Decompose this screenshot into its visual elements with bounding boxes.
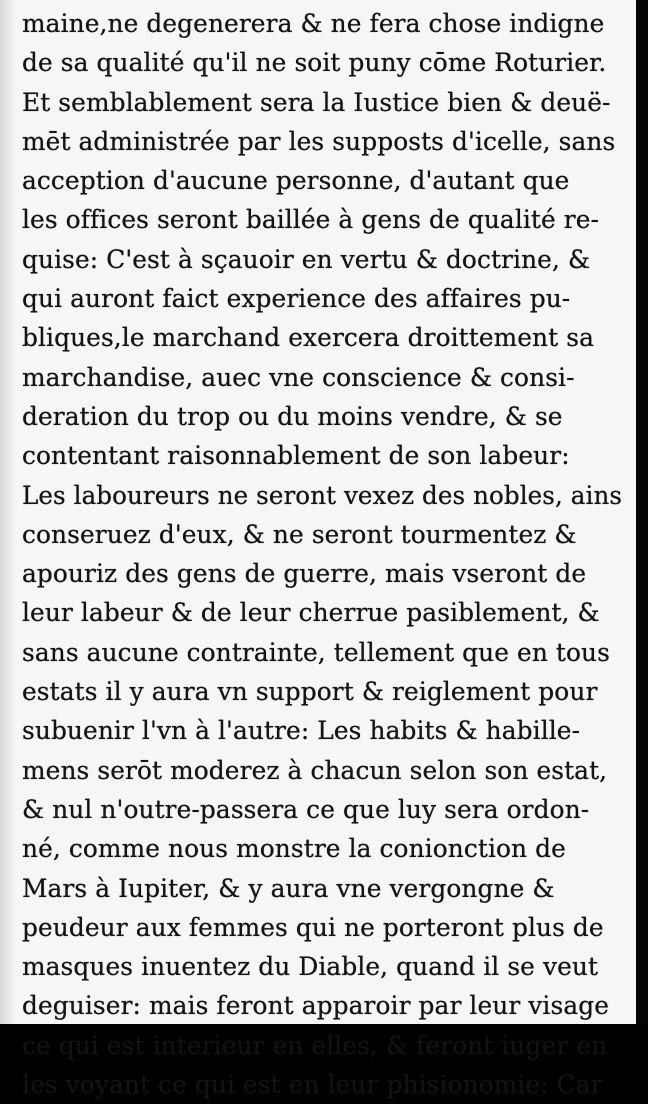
page-gutter-shadow (0, 0, 16, 1024)
scan-dark-border (636, 0, 648, 1024)
text-line: né, comme nous monstre la conionction de (22, 834, 566, 864)
text-line: Et semblablement sera la Iustice bien & deuë- (22, 87, 611, 117)
text-line: les voyant ce qui est en leur phisionomie: Car (22, 1070, 603, 1100)
text-line: qui auront faict experience des affaires pu- (22, 284, 571, 314)
text-line: ce qui est interieur en elles, & feront iuger en (22, 1030, 608, 1060)
text-line: deguiser: mais feront apparoir par leur visage (22, 991, 610, 1021)
text-line: les offices seront baillée à gens de qualité re- (22, 205, 600, 235)
text-line: Mars à Iupiter, & y aura vne vergongne & (22, 873, 555, 903)
text-line: deration du trop ou du moins vendre, & se (22, 401, 563, 431)
page-text-block (22, 4, 626, 1104)
text-line: masques inuentez du Diable, quand il se veut (22, 952, 599, 982)
text-line: Les laboureurs ne seront vexez des nobles, ains (22, 480, 623, 510)
text-line: & nul n'outre-passera ce que luy sera ordon- (22, 794, 590, 824)
text-line: contentant raisonnablement de son labeur: (22, 441, 570, 471)
text-line: conseruez d'eux, & ne seront tourmentez & (22, 519, 577, 549)
text-line: estats il y aura vn support & reiglement pour (22, 677, 598, 707)
text-line: apouriz des gens de guerre, mais vseront de (22, 559, 587, 589)
text-line: de sa qualité qu'il ne soit puny cōme Roturier. (22, 48, 607, 78)
text-line: quise: C'est à sçauoir en vertu & doctrine, & (22, 244, 591, 274)
text-line: peudeur aux femmes qui ne porteront plus de (22, 912, 604, 942)
text-line: sans aucune contrainte, tellement que en tous (22, 637, 610, 667)
text-line: subuenir l'vn à l'autre: Les habits & habille- (22, 716, 581, 746)
text-line: marchandise, auec vne conscience & consi- (22, 362, 575, 392)
text-line: maine,ne degenerera & ne fera chose indigne (22, 9, 605, 38)
text-line: mens serōt moderez à chacun selon son estat, (22, 755, 608, 785)
text-line: leur labeur & de leur cherrue pasiblement, & (22, 598, 600, 628)
text-line: mēt administrée par les supposts d'icelle, sans (22, 126, 616, 156)
text-line: acception d'aucune personne, d'autant que (22, 166, 570, 196)
text-line: bliques,le marchand exercera droittement sa (22, 323, 594, 353)
